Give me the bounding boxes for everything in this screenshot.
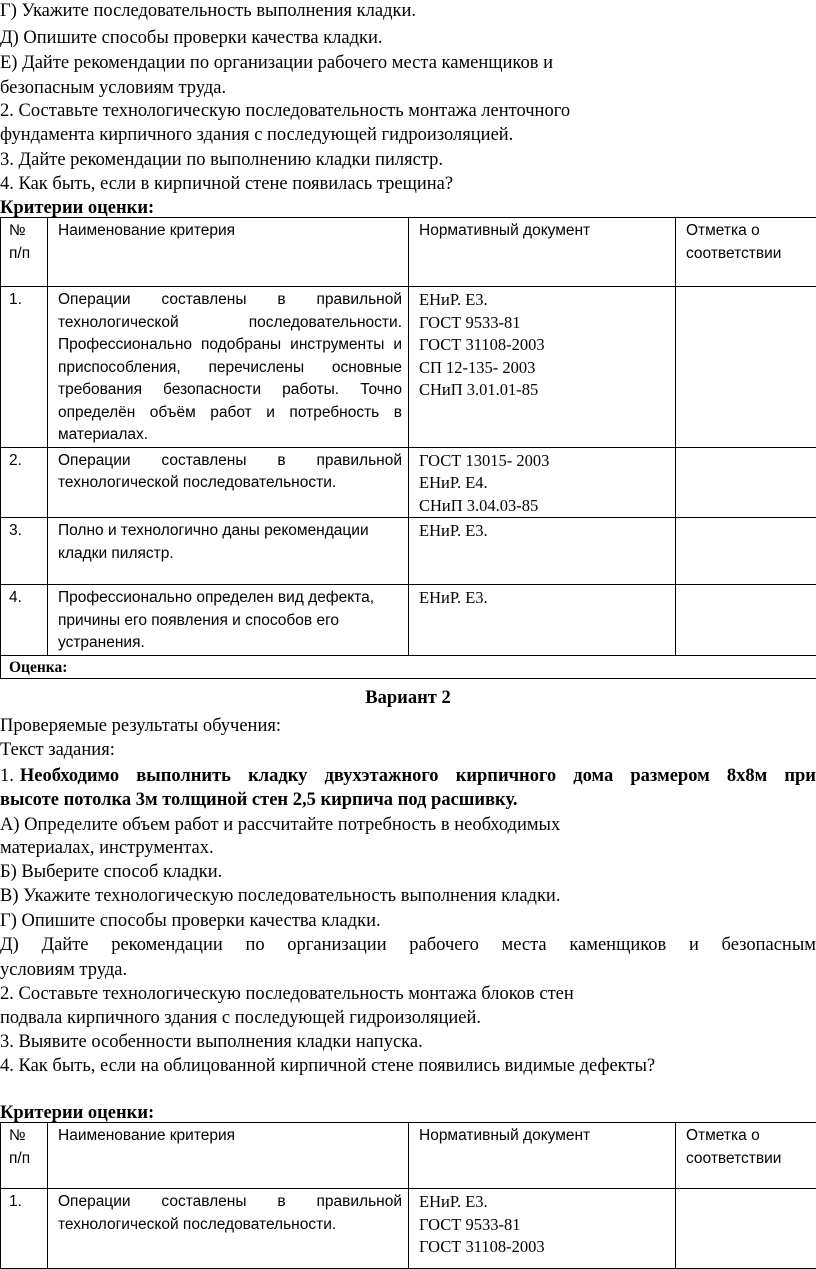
- task-line: А) Определите объем работ и рассчитайте потребность в необходимых: [0, 813, 560, 837]
- doc-ref: ЕНиР. Е3.: [419, 520, 669, 543]
- row-num: 4.: [1, 585, 48, 656]
- task1-number: 1. Необходимо: [0, 764, 119, 788]
- task1-line1: [0, 764, 816, 788]
- task-d-word: места: [502, 933, 547, 957]
- doc-ref: СП 12-135- 2003: [419, 357, 669, 380]
- task-line: условиям труда.: [0, 958, 127, 982]
- task-line: В) Укажите технологическую последовательность выполнения кладки.: [0, 884, 560, 908]
- task-line: материалах, инструментах.: [0, 836, 214, 860]
- task1-word: двухэтажного: [325, 764, 439, 788]
- row-num: 1.: [1, 287, 48, 448]
- task-d-word: Дайте: [41, 933, 88, 957]
- criteria-heading: Критерии оценки:: [0, 196, 154, 220]
- task-d-word: организации: [287, 933, 386, 957]
- table-row: [1, 287, 816, 448]
- row-num: 1.: [1, 1189, 48, 1269]
- row-mark: [676, 585, 816, 656]
- task-line: Б) Выберите способ кладки.: [0, 860, 222, 884]
- score-label: Оценка:: [1, 655, 816, 678]
- row-docs: [409, 447, 676, 518]
- task-d-line1: [0, 933, 816, 957]
- header-document: Нормативный документ: [409, 218, 676, 287]
- task-line: 2. Составьте технологическую последовательность монтажа ленточного: [0, 99, 570, 123]
- row-mark: [676, 518, 816, 585]
- task1-word: при: [784, 764, 816, 788]
- criteria-table: [0, 1122, 816, 1269]
- criteria-table: [0, 217, 816, 679]
- header-num: № п/п: [1, 218, 48, 287]
- doc-ref: ЕНиР. Е3.: [419, 1191, 669, 1214]
- row-criterion: Профессионально определен вид дефекта, причины его появления и способов его устранения.: [48, 585, 409, 656]
- doc-ref: ГОСТ 31108-2003: [419, 334, 669, 357]
- task-line: 4. Как быть, если на облицованной кирпичной стене появились видимые дефекты?: [0, 1054, 655, 1078]
- task-line: подвала кирпичного здания с последующей гидроизоляцией.: [0, 1006, 481, 1030]
- score-row: [1, 655, 816, 678]
- doc-ref: ГОСТ 31108-2003: [419, 1236, 669, 1259]
- header-mark: Отметка о соответствии: [676, 1123, 816, 1189]
- task-d-word: рабочего: [409, 933, 479, 957]
- table-row: [1, 1189, 816, 1269]
- header-criterion: Наименование критерия: [48, 1123, 409, 1189]
- task-line: фундамента кирпичного здания с последующей гидроизоляцией.: [0, 123, 513, 147]
- task-d-word: безопасным: [722, 933, 816, 957]
- task-line: Г) Укажите последовательность выполнения кладки.: [0, 0, 416, 23]
- doc-ref: ЕНиР. Е3.: [419, 587, 669, 610]
- header-criterion: Наименование критерия: [48, 218, 409, 287]
- task-label: Текст задания:: [0, 738, 115, 762]
- task-line: Д) Опишите способы проверки качества кладки.: [0, 26, 383, 50]
- task1-line2: высоте потолка 3м толщиной стен 2,5 кирпича под расшивку.: [0, 788, 517, 812]
- task1-word: размером: [630, 764, 709, 788]
- row-criterion: Операции составлены в правильной технологической последовательности.: [48, 1189, 409, 1269]
- task-line: 3. Выявите особенности выполнения кладки напуска.: [0, 1030, 423, 1054]
- header-document: Нормативный документ: [409, 1123, 676, 1189]
- row-mark: [676, 1189, 816, 1269]
- task-d-word: и: [689, 933, 699, 957]
- task1-word: кладку: [248, 764, 307, 788]
- task1-word: 8х8м: [727, 764, 767, 788]
- task-line: Е) Дайте рекомендации по организации рабочего места каменщиков и: [0, 51, 553, 75]
- table-row: [1, 585, 816, 656]
- task1-word: дома: [573, 764, 613, 788]
- table-row: [1, 518, 816, 585]
- doc-ref: СНиП 3.04.03-85: [419, 495, 669, 518]
- table-row: [1, 447, 816, 518]
- table-header-row: [1, 1123, 816, 1189]
- task-line: 4. Как быть, если в кирпичной стене появилась трещина?: [0, 172, 453, 196]
- task-d-word: по: [245, 933, 264, 957]
- row-mark: [676, 447, 816, 518]
- row-docs: [409, 518, 676, 585]
- task-line: 3. Дайте рекомендации по выполнению кладки пилястр.: [0, 148, 443, 172]
- task1-word: выполнить: [136, 764, 231, 788]
- task-d-word: Д): [0, 933, 19, 957]
- task-line: Г) Опишите способы проверки качества кладки.: [0, 909, 381, 933]
- task-line: безопасным условиям труда.: [0, 76, 226, 100]
- doc-ref: ГОСТ 13015- 2003: [419, 450, 669, 473]
- doc-ref: ГОСТ 9533-81: [419, 312, 669, 335]
- doc-ref: ЕНиР. Е3.: [419, 289, 669, 312]
- row-num: 3.: [1, 518, 48, 585]
- row-docs: [409, 585, 676, 656]
- task-line: 2. Составьте технологическую последовательность монтажа блоков стен: [0, 982, 574, 1006]
- row-num: 2.: [1, 447, 48, 518]
- row-criterion: Полно и технологично даны рекомендации кладки пилястр.: [48, 518, 409, 585]
- row-docs: [409, 287, 676, 448]
- doc-ref: ГОСТ 9533-81: [419, 1214, 669, 1237]
- task1-line1-words: [0, 764, 816, 788]
- row-mark: [676, 287, 816, 448]
- row-criterion: Операции составлены в правильной технологической последовательности.: [48, 447, 409, 518]
- header-num: № п/п: [1, 1123, 48, 1189]
- doc-ref: СНиП 3.01.01-85: [419, 379, 669, 402]
- task-d-words: [0, 933, 816, 957]
- task-d-word: каменщиков: [569, 933, 666, 957]
- task-d-word: рекомендации: [111, 933, 223, 957]
- row-criterion: Операции составлены в правильной технологической последовательности. Профессионально подобраны инструменты и приспособления, перечислены основные требования безопасности работы. Точно определён объём работ и потребность в материалах.: [48, 287, 409, 448]
- doc-ref: ЕНиР. Е4.: [419, 472, 669, 495]
- row-docs: [409, 1189, 676, 1269]
- table-header-row: [1, 218, 816, 287]
- task1-word: кирпичного: [456, 764, 556, 788]
- criteria-heading: Критерии оценки:: [0, 1101, 154, 1125]
- variant-title: Вариант 2: [0, 688, 816, 709]
- header-mark: Отметка о соответствии: [676, 218, 816, 287]
- results-label: Проверяемые результаты обучения:: [0, 714, 281, 738]
